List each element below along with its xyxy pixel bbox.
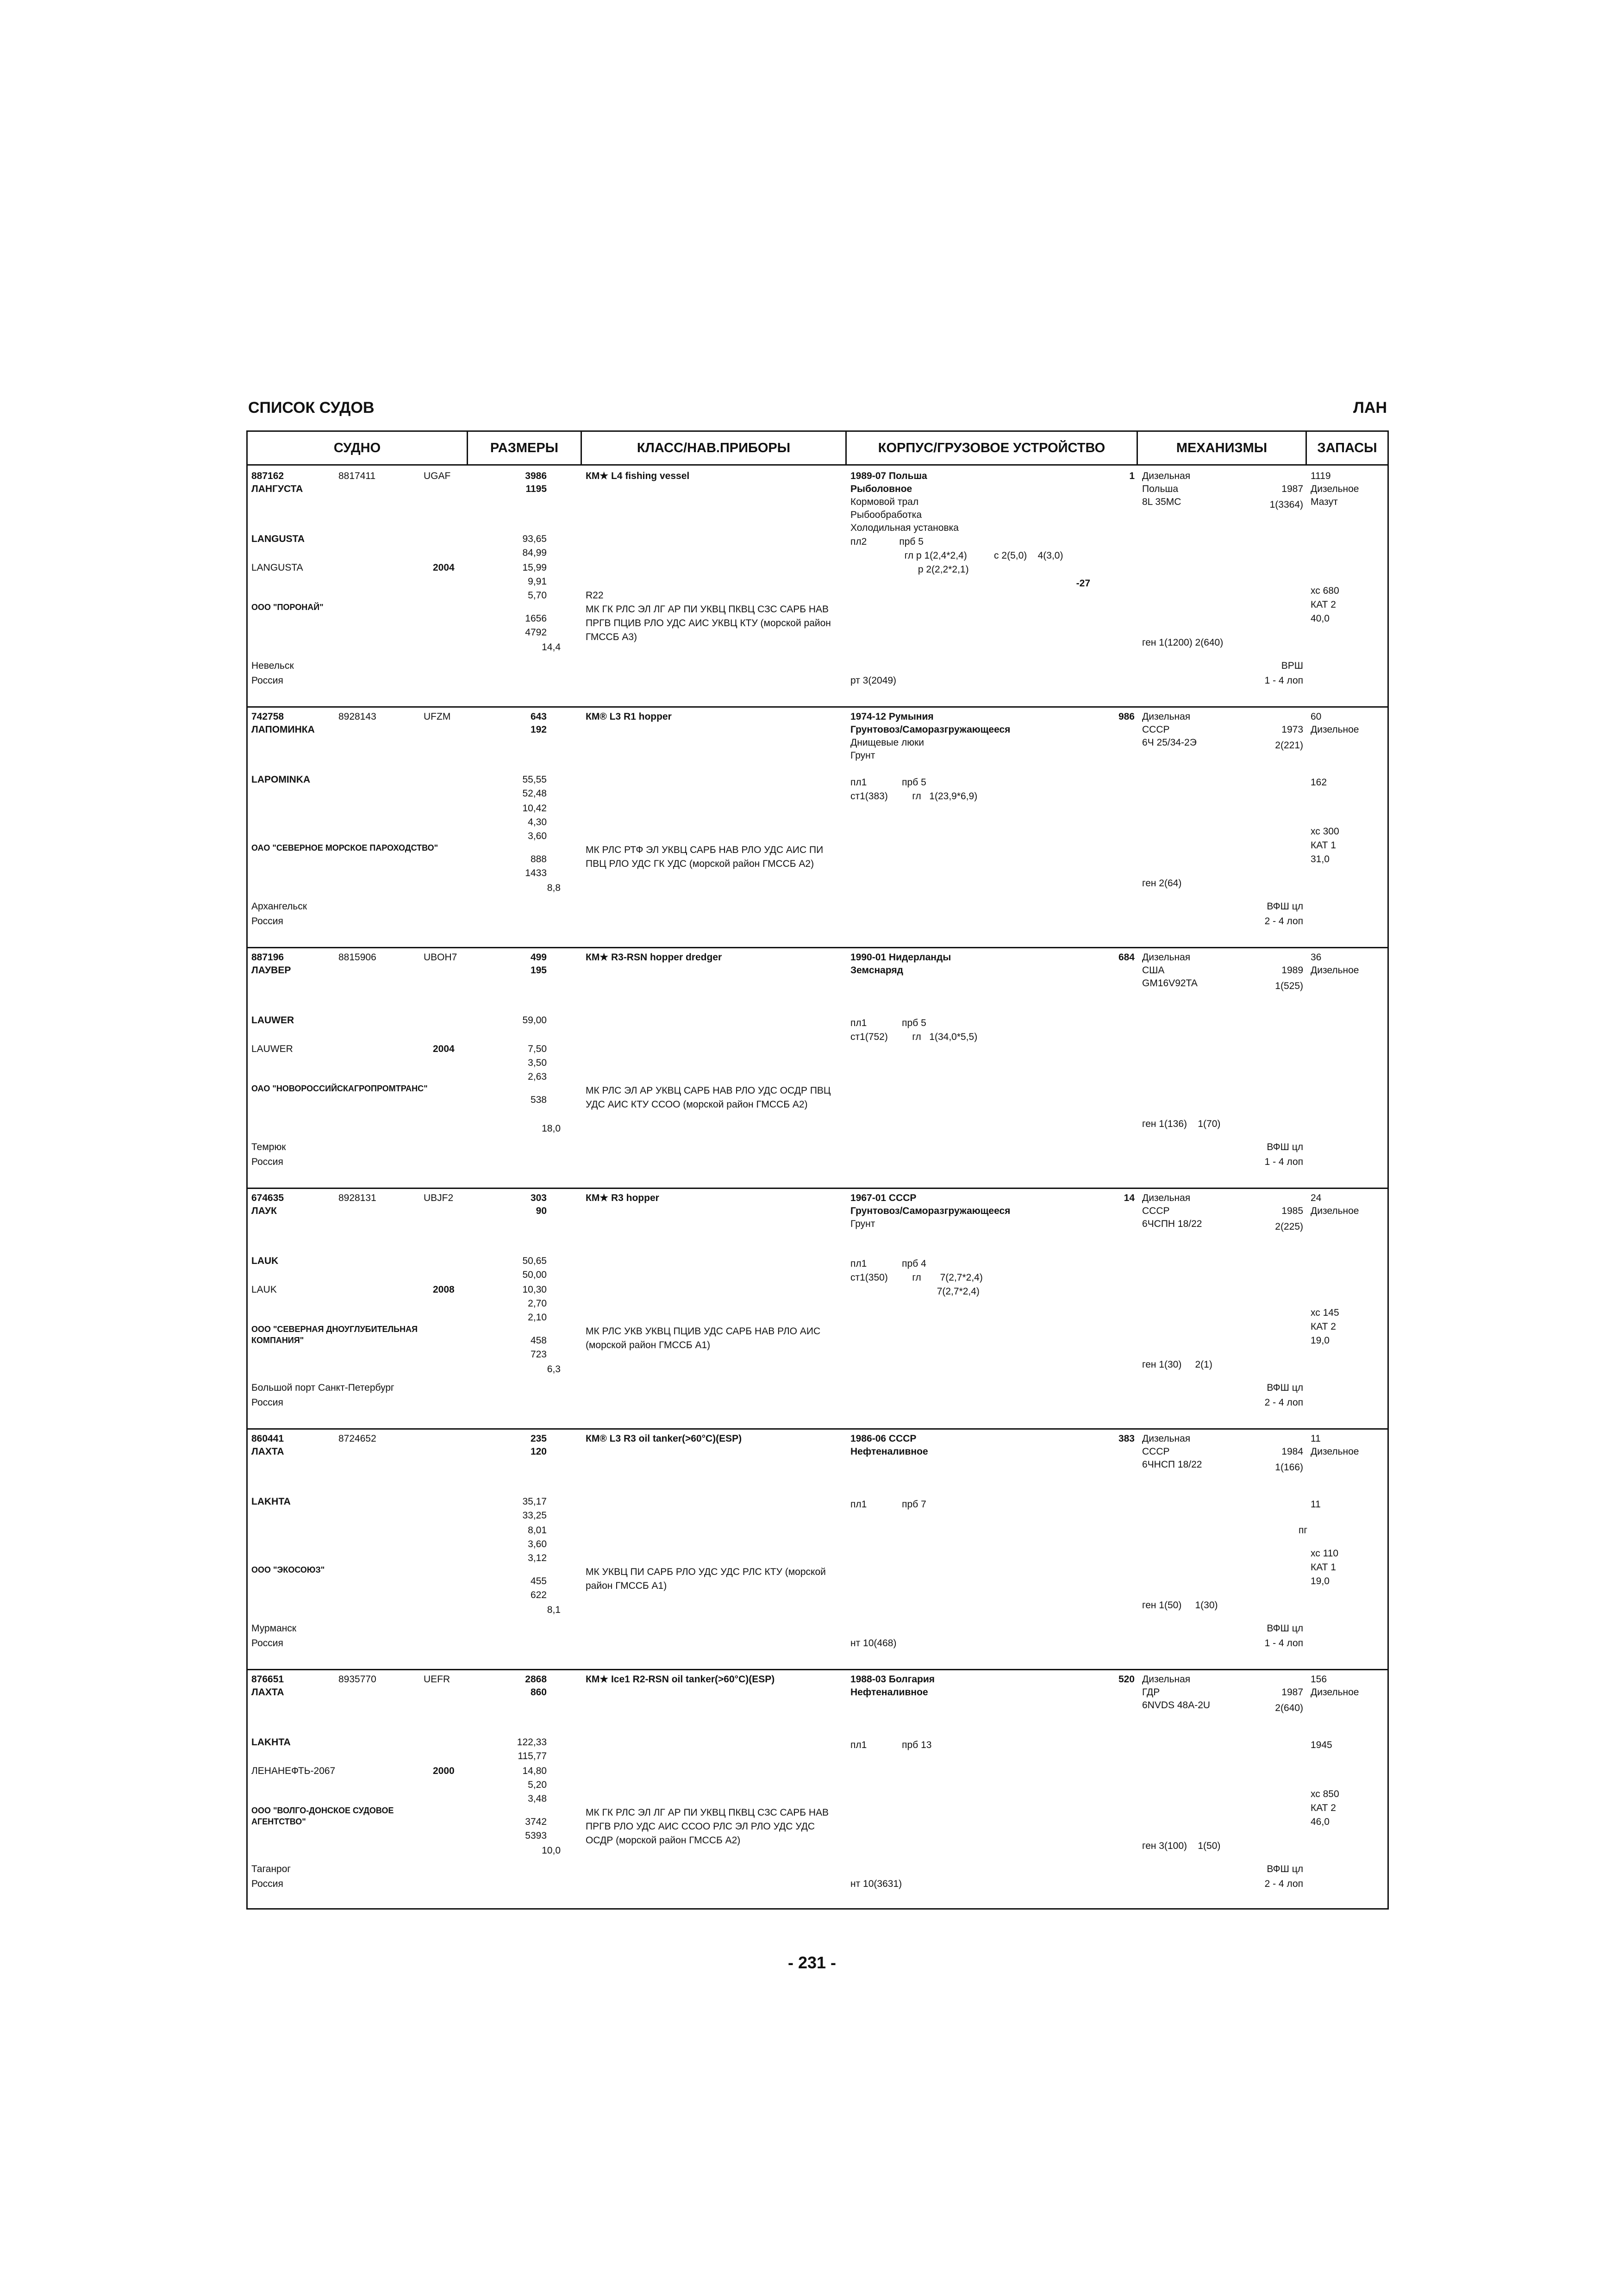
imo-number: 8817411	[338, 471, 376, 481]
dimension-value: 2,70	[528, 1298, 547, 1309]
ship-type: Земснаряд	[850, 965, 903, 976]
deadweight-value: 4792	[525, 627, 547, 638]
page-header	[248, 399, 1387, 419]
propeller-blades: 1 - 4 лоп	[1264, 675, 1303, 686]
reg-number: 887196	[251, 952, 284, 963]
stores-value: 19,0	[1311, 1335, 1330, 1346]
hull-line: 7(2,7*2,4)	[850, 1286, 980, 1297]
imo-number: 8928131	[338, 1193, 376, 1203]
hull-line: пл1 прб 4	[850, 1258, 926, 1269]
generators: ген 1(136) 1(70)	[1142, 1119, 1221, 1129]
stores-value: 31,0	[1311, 854, 1330, 865]
fuel-mid-value: 11	[1311, 1499, 1321, 1510]
hull-line: пл1 прб 13	[850, 1740, 932, 1750]
imo-number: 8815906	[338, 952, 376, 963]
propeller-blades: 1 - 4 лоп	[1264, 1157, 1303, 1167]
fuel-type: Мазут	[1311, 497, 1338, 507]
engine-country: СССР	[1142, 1206, 1170, 1216]
ship-name: ЛАХТА	[251, 1446, 284, 1457]
previous-name-year: 2000	[433, 1766, 455, 1776]
imo-number: 8724652	[338, 1433, 376, 1444]
yard-number: 1	[1129, 471, 1135, 481]
speed: 8,1	[547, 1605, 561, 1615]
generators: ген 1(50) 1(30)	[1142, 1600, 1218, 1611]
ship-name: ЛАНГУСТА	[251, 484, 303, 494]
stores-value: КАТ 2	[1311, 1803, 1336, 1813]
hull-line: ст1(752) гл 1(34,0*5,5)	[850, 1032, 978, 1042]
net-tonnage: 120	[530, 1446, 547, 1457]
gross-tonnage: 643	[530, 711, 547, 722]
deadweight-value: 888	[530, 854, 547, 865]
engine-model: 8L 35MC	[1142, 497, 1181, 507]
fuel-capacity: 1119	[1311, 471, 1331, 481]
gross-tonnage: 3986	[525, 471, 547, 481]
navigation-equipment: МК РЛС УКВ УКВЦ ПЦИВ УДС САРБ НАВ РЛО АИС (морской район ГМССБ А1)	[586, 1326, 821, 1350]
gross-tonnage: 2868	[525, 1674, 547, 1685]
propeller-type: ВФШ цл	[1267, 1142, 1303, 1152]
class-notation: КМ® L3 R1 hopper	[586, 711, 672, 722]
stores-value: хс 680	[1311, 585, 1339, 596]
yard-number: 14	[1124, 1193, 1135, 1203]
engine-country: ГДР	[1142, 1687, 1160, 1698]
dimension-value: 115,77	[518, 1751, 547, 1761]
previous-name-year: 2004	[433, 562, 455, 573]
reg-number: 887162	[251, 471, 284, 481]
dimension-value: 3,50	[528, 1058, 547, 1068]
gross-tonnage: 235	[530, 1433, 547, 1444]
generators: ген 3(100) 1(50)	[1142, 1841, 1221, 1851]
deadweight-value: 723	[530, 1349, 547, 1360]
deadweight-value: 3742	[525, 1817, 547, 1827]
ship-record	[248, 947, 1387, 1189]
generators: ген 2(64)	[1142, 878, 1182, 889]
engine-model: 6ЧСПН 18/22	[1142, 1219, 1202, 1229]
hull-line: гл р 1(2,4*2,4) с 2(5,0) 4(3,0)	[850, 550, 1063, 561]
ship-name: ЛАУВЕР	[251, 965, 291, 976]
engine-type: Дизельная	[1142, 1433, 1191, 1444]
dimension-value: 3,12	[528, 1553, 547, 1563]
dimension-value: 7,50	[528, 1044, 547, 1054]
engine-type: Дизельная	[1142, 471, 1191, 481]
ship-feature: Кормовой трал	[850, 497, 919, 507]
ship-feature: Грунт	[850, 1219, 875, 1229]
fuel-type: Дизельное	[1311, 965, 1359, 976]
dimension-value: 3,60	[528, 1539, 547, 1549]
yard-number: 684	[1118, 952, 1135, 963]
stores-value: КАТ 1	[1311, 1562, 1336, 1573]
dimension-value: 50,00	[522, 1269, 547, 1280]
propeller-blades: 2 - 4 лоп	[1264, 916, 1303, 927]
stores-value: хс 850	[1311, 1789, 1339, 1799]
column-header-machinery: МЕХАНИЗМЫ	[1138, 432, 1307, 464]
engine-power: 2(640)	[1275, 1703, 1303, 1713]
build-date-country: 1974-12 Румыния	[850, 711, 934, 722]
dimension-value: 3,60	[528, 831, 547, 841]
deadweight-value: 538	[530, 1095, 547, 1105]
engine-type: Дизельная	[1142, 1193, 1191, 1203]
engine-model: 6NVDS 48A-2U	[1142, 1700, 1211, 1711]
owner: ООО "ПОРОНАЙ"	[251, 603, 324, 612]
navigation-equipment: МК РЛС РТФ ЭЛ УКВЦ САРБ НАВ РЛО УДС АИС ПИ ПВЦ РЛО УДС ГК УДС (морской район ГМССБ А2)	[586, 845, 824, 869]
hull-line: пл1 прб 5	[850, 777, 926, 788]
latin-name: LAUK	[251, 1256, 279, 1266]
hull-line: пл2 прб 5	[850, 536, 924, 547]
yard-number: 986	[1118, 711, 1135, 722]
deadweight-value: 455	[530, 1576, 547, 1587]
stores-value: КАТ 1	[1311, 840, 1336, 851]
deadweight-value: 1656	[525, 613, 547, 624]
reg-number: 742758	[251, 711, 284, 722]
ship-record	[248, 466, 1387, 708]
propeller-type: ВФШ цл	[1267, 1382, 1303, 1393]
reg-number: 876651	[251, 1674, 284, 1685]
ship-type: Рыболовное	[850, 484, 912, 494]
net-tonnage: 90	[536, 1206, 547, 1216]
stores-value: хс 145	[1311, 1307, 1339, 1318]
yard-number: 520	[1118, 1674, 1135, 1685]
owner: ООО "ЭКОСОЮЗ"	[251, 1565, 325, 1574]
dimension-value: 50,65	[522, 1256, 547, 1266]
navigation-equipment: МК ГК РЛС ЭЛ ЛГ АР ПИ УКВЦ ПКВЦ СЗС САРБ НАВ ПРГВ ПЦИВ РЛО УДС АИС УКВЦ КТУ (морской район ГМССБ А3)	[586, 604, 831, 642]
class-notation: КМ★ L4 fishing vessel	[586, 471, 690, 481]
engine-country: СССР	[1142, 724, 1170, 735]
engine-type: Дизельная	[1142, 952, 1191, 963]
propeller-blades: 1 - 4 лоп	[1264, 1638, 1303, 1649]
previous-name: LAUK	[251, 1284, 277, 1295]
dimension-value: 4,30	[528, 817, 547, 828]
navigation-equipment: МК УКВЦ ПИ САРБ РЛО УДС УДС РЛС КТУ (морской район ГМССБ А1)	[586, 1567, 826, 1591]
fuel-mid-value: 1945	[1311, 1740, 1332, 1750]
engine-type: Дизельная	[1142, 1674, 1191, 1685]
port: Мурманск	[251, 1623, 297, 1634]
dimension-value: 9,91	[528, 576, 547, 587]
engine-power: 2(225)	[1275, 1221, 1303, 1232]
country: Россия	[251, 1638, 283, 1649]
port: Таганрог	[251, 1864, 291, 1874]
ship-record	[248, 706, 1387, 948]
engine-power: 1(166)	[1275, 1462, 1303, 1473]
engine-year: 1973	[1281, 724, 1303, 735]
owner: ООО "СЕВЕРНАЯ ДНОУГЛУБИТЕЛЬНАЯ КОМПАНИЯ"	[251, 1325, 418, 1345]
dimension-value: 15,99	[522, 562, 547, 573]
deadweight-value: 458	[530, 1335, 547, 1346]
ship-name: ЛАПОМИНКА	[251, 724, 315, 735]
engine-model: 6Ч 25/34-2Э	[1142, 737, 1197, 748]
net-tonnage: 195	[530, 965, 547, 976]
engine-country: Польша	[1142, 484, 1179, 494]
class-notation: КМ★ R3 hopper	[586, 1193, 659, 1203]
previous-name-year: 2004	[433, 1044, 455, 1054]
propeller-type: ВФШ цл	[1267, 901, 1303, 912]
port: Невельск	[251, 660, 294, 671]
fuel-type: Дизельное	[1311, 724, 1359, 735]
ship-table	[246, 430, 1389, 1910]
fuel-capacity: 11	[1311, 1433, 1321, 1444]
speed: 14,4	[542, 642, 561, 653]
engine-type: Дизельная	[1142, 711, 1191, 722]
propeller-type: ВРШ	[1281, 660, 1303, 671]
ship-record	[248, 1188, 1387, 1430]
owner: ОАО "СЕВЕРНОЕ МОРСКОЕ ПАРОХОДСТВО"	[251, 843, 438, 852]
hull-line: ст1(350) гл 7(2,7*2,4)	[850, 1272, 983, 1283]
engine-power: 2(221)	[1275, 740, 1303, 751]
page-number: - 231 -	[787, 1953, 837, 1972]
stores-value: КАТ 2	[1311, 1321, 1336, 1332]
speed: 6,3	[547, 1364, 561, 1375]
fuel-capacity: 60	[1311, 711, 1322, 722]
class-notation: КМ★ R3-RSN hopper dredger	[586, 952, 722, 963]
fuel-note: пг	[1299, 1525, 1308, 1536]
yard-number: 383	[1118, 1433, 1135, 1444]
engine-year: 1984	[1281, 1446, 1303, 1457]
dimension-value: 33,25	[522, 1510, 547, 1521]
page-header-section: ЛАН	[1353, 399, 1387, 417]
previous-name: LAUWER	[251, 1044, 293, 1054]
latin-name: LAKHTA	[251, 1737, 291, 1748]
latin-name: LAPOMINKA	[251, 774, 311, 785]
dimension-value: 10,30	[522, 1284, 547, 1295]
dimension-value: 52,48	[522, 788, 547, 799]
cargo-capacity: нт 10(468)	[850, 1638, 897, 1649]
net-tonnage: 860	[530, 1687, 547, 1698]
stores-value: хс 110	[1311, 1548, 1339, 1559]
hull-line: р 2(2,2*2,1)	[850, 564, 969, 575]
dimension-value: 3,48	[528, 1793, 547, 1804]
hull-line: ст1(383) гл 1(23,9*6,9)	[850, 791, 978, 802]
previous-name-year: 2008	[433, 1284, 455, 1295]
reg-number: 674635	[251, 1193, 284, 1203]
call-sign: UBJF2	[424, 1193, 454, 1203]
generators: ген 1(1200) 2(640)	[1142, 637, 1224, 648]
latin-name: LAKHTA	[251, 1496, 291, 1507]
stores-value: хс 300	[1311, 826, 1339, 837]
column-header-stores: ЗАПАСЫ	[1317, 441, 1377, 455]
owner: ОАО "НОВОРОССИЙСКАГРОПРОМТРАНС"	[251, 1084, 428, 1093]
column-header-hull: КОРПУС/ГРУЗОВОЕ УСТРОЙСТВО	[847, 432, 1138, 464]
fuel-capacity: 156	[1311, 1674, 1327, 1685]
gross-tonnage: 303	[530, 1193, 547, 1203]
engine-country: США	[1142, 965, 1165, 976]
dimension-value: 2,63	[528, 1071, 547, 1082]
class-notation: КМ★ Ice1 R2-RSN oil tanker(>60°C)(ESP)	[586, 1674, 775, 1685]
ship-name: ЛАХТА	[251, 1687, 284, 1698]
call-sign: UBOH7	[424, 952, 457, 963]
build-date-country: 1986-06 СССР	[850, 1433, 917, 1444]
previous-name: ЛЕНАНЕФТЬ-2067	[251, 1766, 336, 1776]
net-tonnage: 1195	[525, 484, 547, 494]
build-date-country: 1988-03 Болгария	[850, 1674, 935, 1685]
imo-number: 8935770	[338, 1674, 376, 1685]
deadweight-value: 5393	[525, 1830, 547, 1841]
ship-feature: Холодильная установка	[850, 523, 959, 533]
engine-power: 1(525)	[1275, 981, 1303, 991]
dimension-value: 2,10	[528, 1312, 547, 1323]
ship-name: ЛАУК	[251, 1206, 277, 1216]
fuel-capacity: 24	[1311, 1193, 1322, 1203]
propeller-blades: 2 - 4 лоп	[1264, 1879, 1303, 1889]
ship-type: Нефтеналивное	[850, 1446, 928, 1457]
hull-extra: -27	[1076, 578, 1090, 589]
latin-name: LANGUSTA	[251, 534, 305, 544]
ship-feature: Грунт	[850, 750, 875, 761]
class-notation: КМ® L3 R3 oil tanker(>60°C)(ESP)	[586, 1433, 742, 1444]
dimension-value: 84,99	[522, 548, 547, 558]
country: Россия	[251, 1879, 283, 1889]
ship-feature: Днищевые люки	[850, 737, 924, 748]
previous-name: LANGUSTA	[251, 562, 303, 573]
dimension-value: 55,55	[522, 774, 547, 785]
engine-country: СССР	[1142, 1446, 1170, 1457]
dimension-value: 122,33	[517, 1737, 547, 1748]
dimension-value: 59,00	[522, 1015, 547, 1026]
fuel-capacity: 36	[1311, 952, 1322, 963]
column-header-vessel: СУДНО	[248, 432, 468, 464]
engine-year: 1989	[1281, 965, 1303, 976]
engine-year: 1985	[1281, 1206, 1303, 1216]
engine-model: GM16V92TA	[1142, 978, 1198, 989]
ship-record	[248, 1428, 1387, 1670]
engine-year: 1987	[1281, 1687, 1303, 1698]
build-date-country: 1990-01 Нидерланды	[850, 952, 951, 963]
dimension-value: 93,65	[522, 534, 547, 544]
propeller-blades: 2 - 4 лоп	[1264, 1397, 1303, 1408]
ship-feature: Рыбообработка	[850, 510, 922, 520]
stores-value: 40,0	[1311, 613, 1330, 624]
dimension-value: 8,01	[528, 1525, 547, 1536]
dimension-value: 14,80	[522, 1766, 547, 1776]
engine-power: 1(3364)	[1269, 499, 1303, 510]
engine-year: 1987	[1281, 484, 1303, 494]
generators: ген 1(30) 2(1)	[1142, 1359, 1212, 1370]
net-tonnage: 192	[530, 724, 547, 735]
cargo-capacity: рт 3(2049)	[850, 675, 897, 686]
stores-value: 46,0	[1311, 1817, 1330, 1827]
speed: 10,0	[542, 1845, 561, 1856]
port: Темрюк	[251, 1142, 286, 1152]
call-sign: UFZM	[424, 711, 451, 722]
class-note: R22	[586, 590, 604, 601]
dimension-value: 5,20	[528, 1780, 547, 1790]
ship-type: Грунтовоз/Саморазгружающееся	[850, 1206, 1011, 1216]
ship-type: Грунтовоз/Саморазгружающееся	[850, 724, 1011, 735]
stores-value: КАТ 2	[1311, 599, 1336, 610]
hull-line: пл1 прб 7	[850, 1499, 926, 1510]
speed: 8,8	[547, 883, 561, 893]
fuel-mid-value: 162	[1311, 777, 1327, 788]
table-header	[248, 432, 1387, 466]
reg-number: 860441	[251, 1433, 284, 1444]
latin-name: LAUWER	[251, 1015, 294, 1026]
call-sign: UGAF	[424, 471, 451, 481]
ship-type: Нефтеналивное	[850, 1687, 928, 1698]
country: Россия	[251, 1397, 283, 1408]
owner: ООО "ВОЛГО-ДОНСКОЕ СУДОВОЕ АГЕНТСТВО"	[251, 1806, 394, 1826]
column-header-dimensions: РАЗМЕРЫ	[468, 432, 582, 464]
call-sign: UEFR	[424, 1674, 450, 1685]
speed: 18,0	[542, 1123, 561, 1134]
country: Россия	[251, 1157, 283, 1167]
cargo-capacity: нт 10(3631)	[850, 1879, 902, 1889]
navigation-equipment: МК ГК РЛС ЭЛ ЛГ АР ПИ УКВЦ ПКВЦ СЗС САРБ НАВ ПРГВ РЛО УДС АИС ССОО РЛС ЭЛ РЛО УДС УДС ОСДР (морской район ГМССБ А2)	[586, 1807, 829, 1846]
country: Россия	[251, 916, 283, 927]
fuel-type: Дизельное	[1311, 484, 1359, 494]
stores-value: 19,0	[1311, 1576, 1330, 1587]
hull-line: пл1 прб 5	[850, 1018, 926, 1028]
port: Архангельск	[251, 901, 307, 912]
port: Большой порт Санкт-Петербург	[251, 1382, 394, 1393]
fuel-type: Дизельное	[1311, 1687, 1359, 1698]
engine-model: 6ЧНСП 18/22	[1142, 1459, 1202, 1470]
gross-tonnage: 499	[530, 952, 547, 963]
fuel-type: Дизельное	[1311, 1446, 1359, 1457]
build-date-country: 1967-01 СССР	[850, 1193, 917, 1203]
navigation-equipment: МК РЛС ЭЛ АР УКВЦ САРБ НАВ РЛО УДС ОСДР ПВЦ УДС АИС КТУ ССОО (морской район ГМССБ А2)	[586, 1085, 831, 1110]
propeller-type: ВФШ цл	[1267, 1623, 1303, 1634]
build-date-country: 1989-07 Польша	[850, 471, 927, 481]
dimension-value: 10,42	[522, 803, 547, 814]
column-header-class: КЛАСС/НАВ.ПРИБОРЫ	[582, 432, 847, 464]
ship-record	[248, 1669, 1387, 1908]
country: Россия	[251, 675, 283, 686]
fuel-type: Дизельное	[1311, 1206, 1359, 1216]
deadweight-value: 622	[530, 1590, 547, 1600]
imo-number: 8928143	[338, 711, 376, 722]
propeller-type: ВФШ цл	[1267, 1864, 1303, 1874]
deadweight-value: 1433	[525, 868, 547, 878]
dimension-value: 5,70	[528, 590, 547, 601]
dimension-value: 35,17	[522, 1496, 547, 1507]
page-header-title: СПИСОК СУДОВ	[248, 399, 375, 417]
